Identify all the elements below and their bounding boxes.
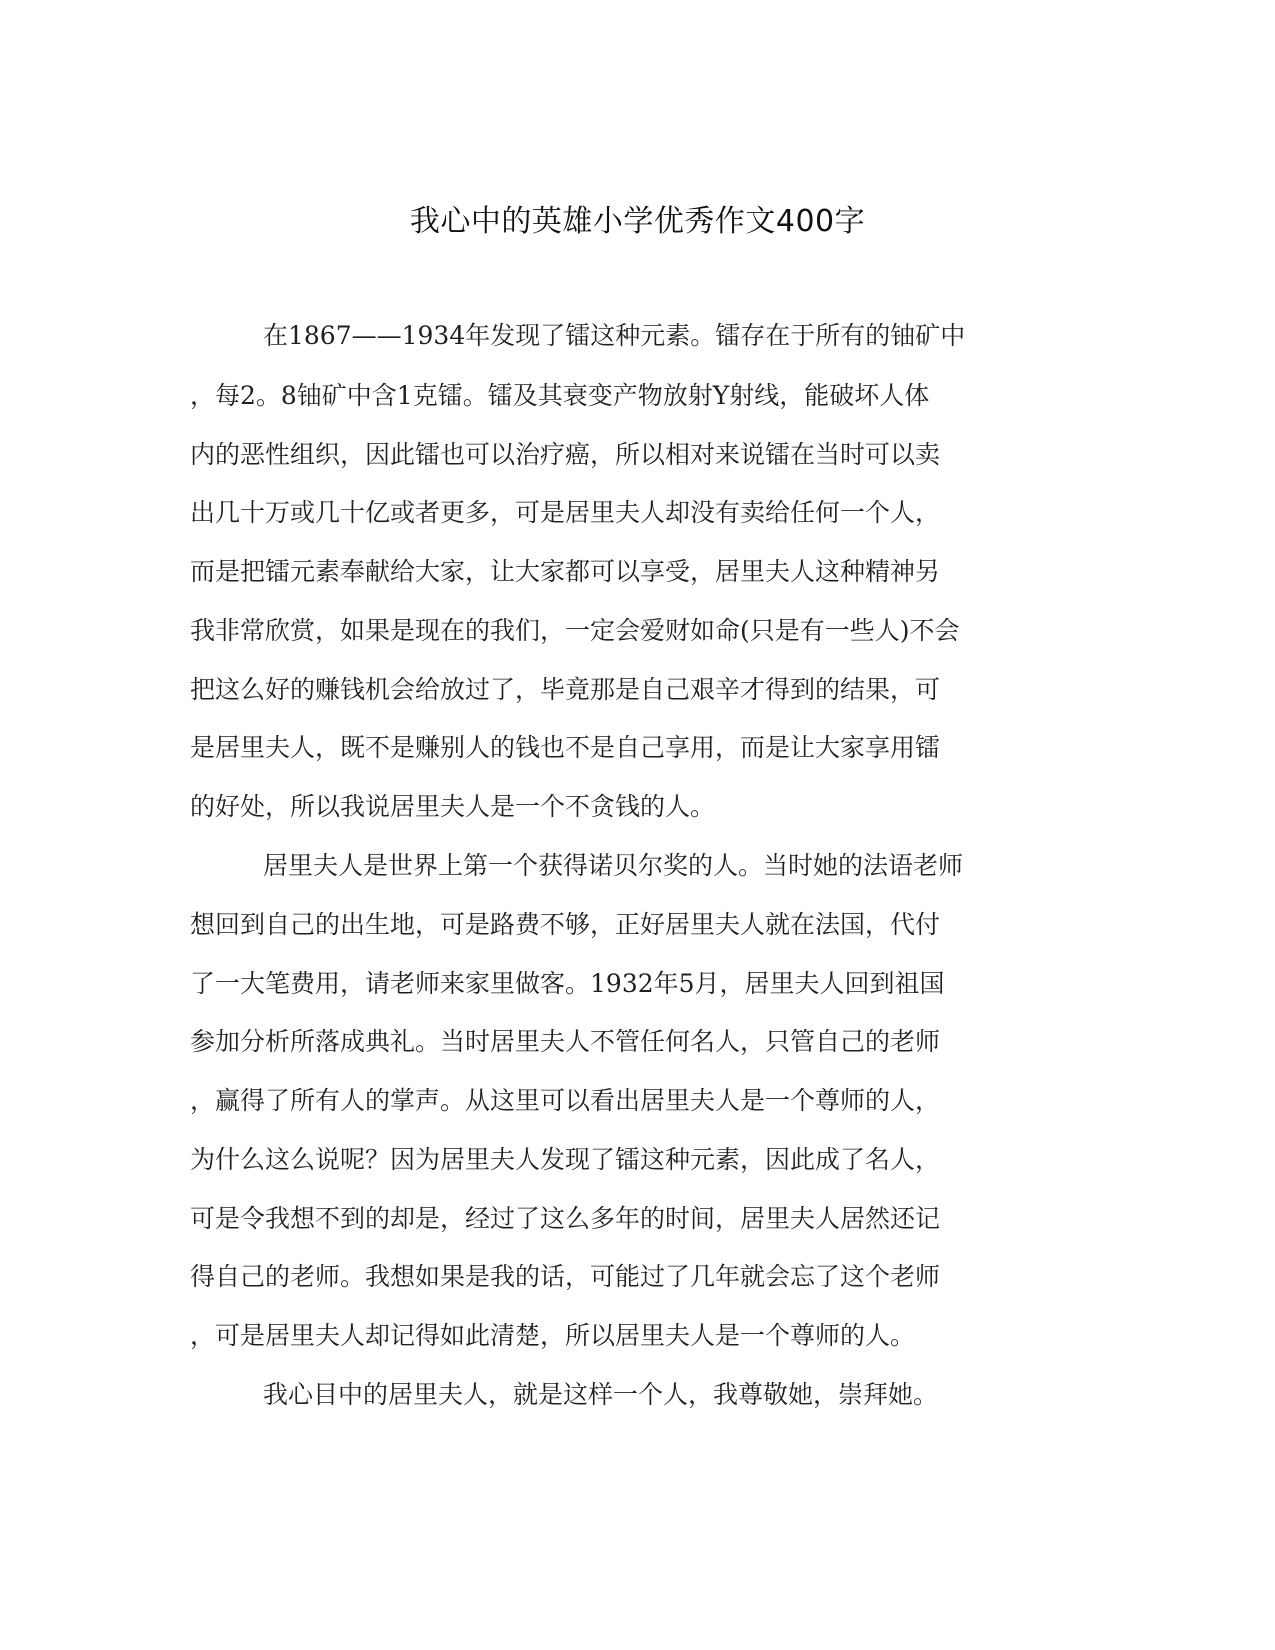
paragraph-2-line-8: 得自己的老师。我想如果是我的话，可能过了几年就会忘了这个老师	[190, 1262, 941, 1291]
paragraph-1-line-5: 而是把镭元素奉献给大家，让大家都可以享受，居里夫人这种精神另	[190, 557, 941, 586]
paragraph-1-line-2: ，每2。8铀矿中含1克镭。镭及其衰变产物放射Y射线，能破坏人体	[190, 381, 930, 410]
paragraph-2-line-2: 想回到自己的出生地，可是路费不够，正好居里夫人就在法国，代付	[190, 910, 941, 939]
paragraph-3-line-1: 我心目中的居里夫人，就是这样一个人，我尊敬她，崇拜她。	[263, 1380, 939, 1409]
paragraph-2-line-5: ，赢得了所有人的掌声。从这里可以看出居里夫人是一个尊师的人，	[190, 1086, 941, 1115]
document-title: 我心中的英雄小学优秀作文400字	[409, 204, 866, 239]
paragraph-2-line-3: 了一大笔费用，请老师来家里做客。1932年5月，居里夫人回到祖国	[190, 969, 945, 998]
paragraph-1-line-1: 在1867——1934年发现了镭这种元素。镭存在于所有的铀矿中	[263, 321, 966, 350]
paragraph-1-line-8: 是居里夫人，既不是赚别人的钱也不是自己享用，而是让大家享用镭	[190, 733, 941, 762]
paragraph-2-line-7: 可是令我想不到的却是，经过了这么多年的时间，居里夫人居然还记	[190, 1204, 941, 1233]
paragraph-2-line-4: 参加分析所落成典礼。当时居里夫人不管任何名人，只管自己的老师	[190, 1027, 941, 1056]
paragraph-2-line-1: 居里夫人是世界上第一个获得诺贝尔奖的人。当时她的法语老师	[263, 851, 964, 880]
paragraph-1-line-4: 出几十万或几十亿或者更多，可是居里夫人却没有卖给任何一个人，	[190, 498, 941, 527]
paragraph-1-line-6: 我非常欣赏，如果是现在的我们，一定会爱财如命(只是有一些人)不会	[190, 616, 960, 645]
paragraph-1-line-3: 内的恶性组织，因此镭也可以治疗癌，所以相对来说镭在当时可以卖	[190, 440, 941, 469]
paragraph-1-line-7: 把这么好的赚钱机会给放过了，毕竟那是自己艰辛才得到的结果，可	[190, 675, 941, 704]
paragraph-2-line-9: ，可是居里夫人却记得如此清楚，所以居里夫人是一个尊师的人。	[190, 1321, 916, 1350]
paragraph-1-line-9: 的好处，所以我说居里夫人是一个不贪钱的人。	[190, 792, 716, 821]
paragraph-2-line-6: 为什么这么说呢？因为居里夫人发现了镭这种元素，因此成了名人，	[190, 1145, 941, 1174]
